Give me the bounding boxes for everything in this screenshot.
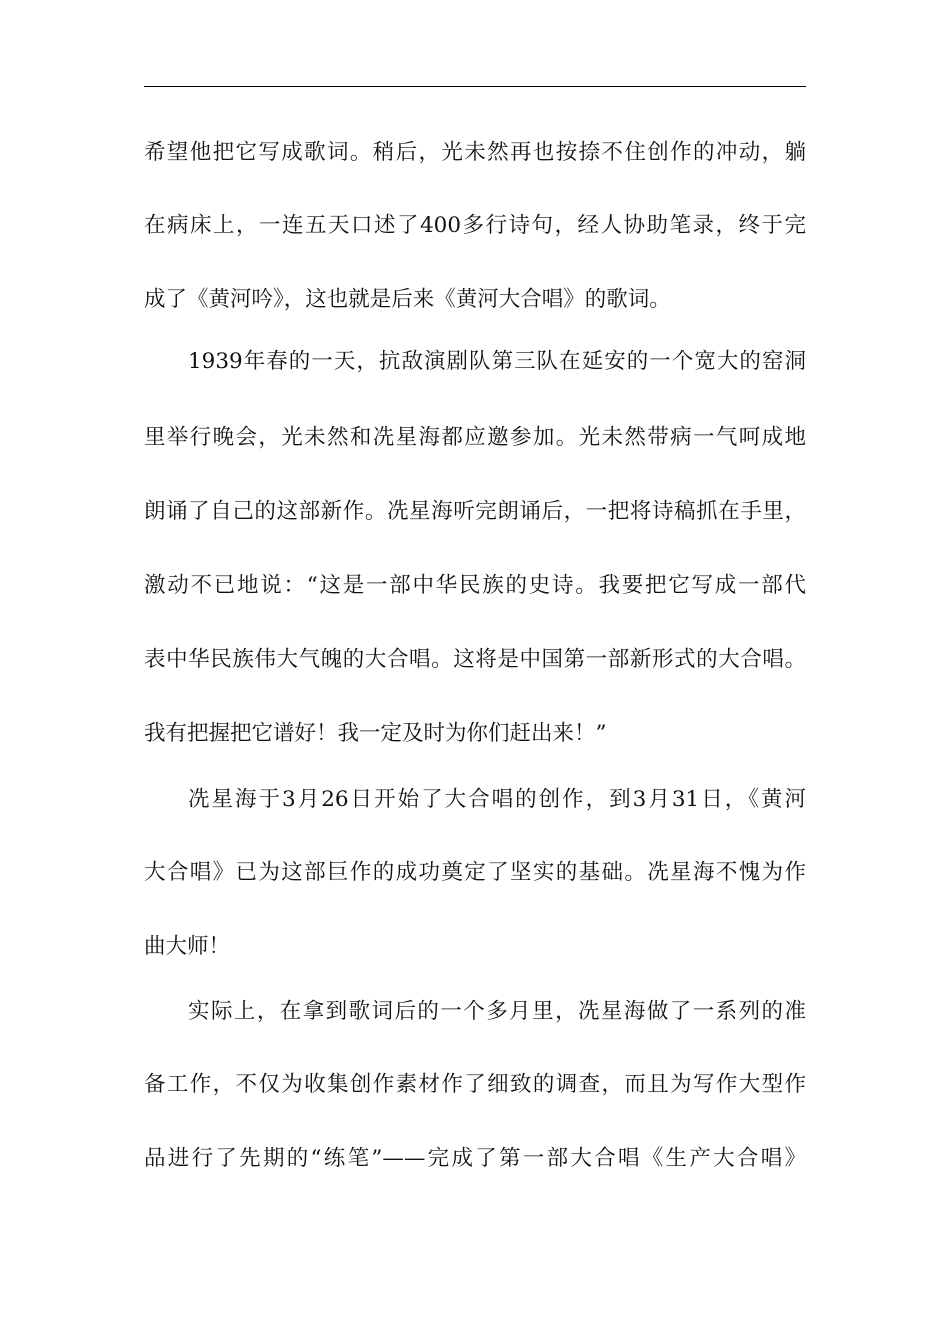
text-line: 里举行晚会，光未然和冼星海都应邀参加。光未然带病一气呵成地 xyxy=(144,425,806,450)
paragraph-first-line: 1939年春的一天，抗敌演剧队第三队在延安的一个宽大的窑洞 xyxy=(188,349,806,374)
text-line: 朗诵了自己的这部新作。冼星海听完朗诵后，一把将诗稿抓在手里， xyxy=(144,499,806,524)
paragraph-first-line: 实际上，在拿到歌词后的一个多月里，冼星海做了一系列的准 xyxy=(188,999,806,1024)
text-line: 我有把握把它谱好！我一定及时为你们赶出来！” xyxy=(144,721,607,746)
paragraph-first-line: 冼星海于3月26日开始了大合唱的创作，到3月31日，《黄河 xyxy=(188,787,806,812)
text-line: 在病床上，一连五天口述了400多行诗句，经人协助笔录，终于完 xyxy=(144,213,806,238)
header-rule xyxy=(144,86,806,87)
text-line: 希望他把它写成歌词。稍后，光未然再也按捺不住创作的冲动，躺 xyxy=(144,140,806,165)
text-line: 备工作，不仅为收集创作素材作了细致的调查，而且为写作大型作 xyxy=(144,1072,806,1097)
text-line: 大合唱》已为这部巨作的成功奠定了坚实的基础。冼星海不愧为作 xyxy=(144,860,806,885)
text-line: 品进行了先期的“练笔”——完成了第一部大合唱《生产大合唱》 xyxy=(144,1146,806,1171)
text-line: 成了《黄河吟》，这也就是后来《黄河大合唱》的歌词。 xyxy=(144,287,671,312)
text-line: 曲大师！ xyxy=(144,934,231,959)
text-line: 表中华民族伟大气魄的大合唱。这将是中国第一部新形式的大合唱。 xyxy=(144,647,806,672)
text-line: 激动不已地说：“这是一部中华民族的史诗。我要把它写成一部代 xyxy=(144,573,806,598)
